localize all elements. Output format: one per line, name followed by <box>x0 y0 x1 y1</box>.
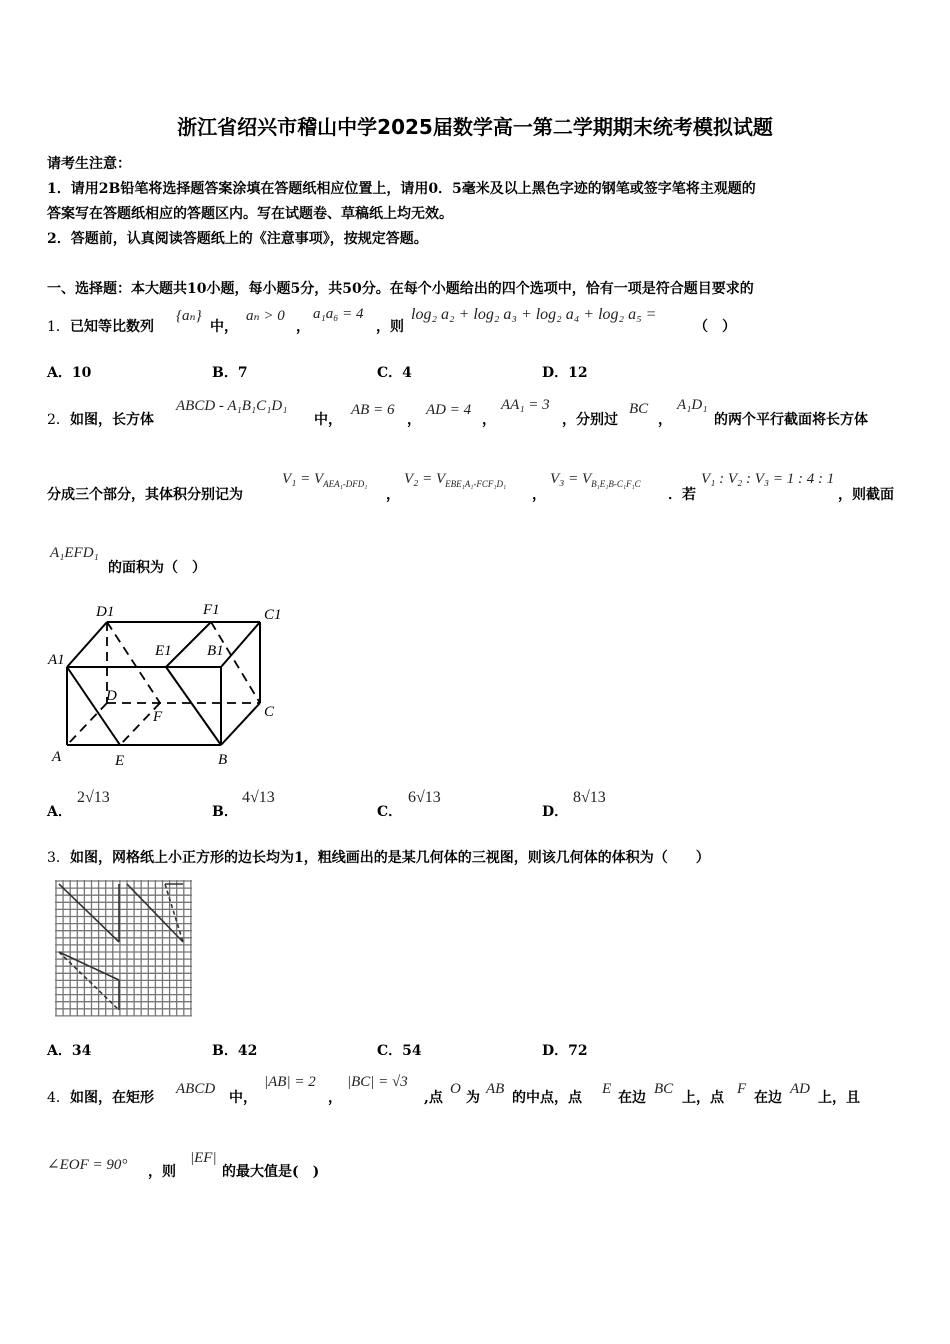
q2-option-c-value[interactable]: 6√13 <box>408 789 441 806</box>
q4-ef: |EF| <box>190 1150 217 1166</box>
label-f: F <box>153 709 163 725</box>
q3-text: 如图，网格纸上小正方形的边长均为1，粗线画出的是某几何体的三视图，则该几何体的体积为（ ） <box>70 850 710 866</box>
notice-line-1: 1．请用2B铅笔将选择题答案涂填在答题纸相应位置上，请用0．5毫米及以上黑色字迹的钢笔或签字笔将主观题的 <box>47 181 756 197</box>
label-d1: D1 <box>96 604 115 620</box>
q2-v3: $V_3 = V_{B_1E_1B-C_1F_1C}$ <box>550 471 641 489</box>
label-c: C <box>264 704 275 720</box>
q2-line2-c: ，则截面 <box>838 487 894 503</box>
q2-text-g: 的两个平行截面将长方体 <box>714 412 868 428</box>
q4-text-e: 为 <box>466 1090 480 1106</box>
q4-math-b: |AB| = 2 <box>264 1074 316 1090</box>
q2-v1: $V_1 = V_{AEA_1-DFD_1}$ <box>282 471 368 489</box>
q1-text-c: ， <box>296 319 310 335</box>
page-title: 浙江省绍兴市稽山中学2025届数学高一第二学期期末统考模拟试题 <box>177 115 773 139</box>
section-heading: 一、选择题：本大题共10小题，每小题5分，共50分。在每个小题给出的四个选项中，恰有一项是符合题目要求的 <box>47 281 754 297</box>
q1-option-d[interactable]: D．12 <box>542 365 588 381</box>
label-a: A <box>52 749 62 765</box>
label-b: B <box>218 752 228 768</box>
q2-math-f: A₁D₁ <box>677 397 708 413</box>
q4-text-a: 如图，在矩形 <box>70 1090 154 1106</box>
q4-line2-text-a: ，则 <box>148 1164 176 1180</box>
q2-math-e: BC <box>629 401 649 417</box>
q2-math-a: ABCD - A₁B₁C₁D₁ <box>176 398 288 414</box>
q2-option-b-value[interactable]: 4√13 <box>242 789 275 806</box>
q2-text-e: ，分别过 <box>562 412 618 428</box>
label-e: E <box>115 753 125 769</box>
q4-math-e: AB <box>486 1081 505 1097</box>
q4-text-d: ,点 <box>424 1090 443 1106</box>
q1-math-b: aₙ > 0 <box>246 308 285 324</box>
q4-text-i: 在边 <box>754 1090 782 1106</box>
q4-line2-text-b: 的最大值是( ) <box>222 1164 320 1180</box>
q2-math-b: AB = 6 <box>351 402 395 418</box>
q4-math-a: ABCD <box>176 1081 216 1097</box>
q4-text-b: 中， <box>229 1090 257 1106</box>
q1-option-b[interactable]: B．7 <box>212 365 248 381</box>
notice-heading: 请考生注意： <box>47 156 131 172</box>
q2-line2-b: ．若 <box>668 487 696 503</box>
q2-text-d: ， <box>482 412 496 428</box>
label-b1: B1 <box>207 643 224 659</box>
three-view-grid-figure <box>55 880 193 1017</box>
q4-text-c: ， <box>328 1090 342 1106</box>
notice-line-2: 答案写在答题纸相应的答题区内。写在试题卷、草稿纸上均无效。 <box>47 206 453 222</box>
q2-sep-2: ， <box>532 487 546 503</box>
q2-math-c: AD = 4 <box>426 402 472 418</box>
q2-option-b-letter[interactable]: B． <box>212 804 238 820</box>
q1-text-a: 已知等比数列 <box>70 319 154 335</box>
q3-number: 3． <box>47 850 70 866</box>
notice-line-3: 2．答题前，认真阅读答题纸上的《注意事项》，按规定答题。 <box>47 231 428 247</box>
q2-option-c-letter[interactable]: C． <box>377 804 403 820</box>
q2-option-d-value[interactable]: 8√13 <box>573 789 606 806</box>
q2-ratio: V₁ : V₂ : V₃ = 1 : 4 : 1 <box>701 471 835 487</box>
label-d: D <box>106 688 117 704</box>
q2-option-a-value[interactable]: 2√13 <box>77 789 110 806</box>
q1-math-c: a₁a₆ = 4 <box>313 306 364 322</box>
q2-v2: $V_2 = V_{EBE_1A_1-FCF_1D_1}$ <box>404 471 507 489</box>
q4-angle: ∠EOF = 90° <box>47 1157 128 1173</box>
q2-section-name: A₁EFD₁ <box>50 545 99 561</box>
q4-math-i: AD <box>790 1081 810 1097</box>
q4-math-g: BC <box>654 1081 674 1097</box>
q4-text-j: 上，且 <box>818 1090 860 1106</box>
q1-number: 1． <box>47 319 70 335</box>
q2-text-a: 如图，长方体 <box>70 412 154 428</box>
q2-math-d: AA₁ = 3 <box>501 397 550 413</box>
q4-text-f: 的中点，点 <box>512 1090 582 1106</box>
q1-text-b: 中， <box>210 319 238 335</box>
q2-text-c: ， <box>407 412 421 428</box>
q2-number: 2． <box>47 412 70 428</box>
q1-math-d: log₂ a₂ + log₂ a₃ + log₂ a₄ + log₂ a₅ = <box>411 306 657 323</box>
q4-math-d: O <box>450 1081 461 1097</box>
q1-paren: （ ） <box>694 319 736 335</box>
q1-math-a: {aₙ} <box>176 308 202 324</box>
q2-sep-1: ， <box>386 487 400 503</box>
q4-math-h: F <box>737 1081 747 1097</box>
q4-math-f: E <box>602 1081 612 1097</box>
q3-option-b[interactable]: B．42 <box>212 1043 258 1059</box>
q2-line3-text: 的面积为（ ） <box>108 560 206 576</box>
label-a1: A1 <box>48 652 65 668</box>
label-f1: F1 <box>203 602 220 618</box>
q2-text-b: 中， <box>314 412 342 428</box>
label-e1: E1 <box>155 643 172 659</box>
q3-option-c[interactable]: C．54 <box>377 1043 422 1059</box>
q4-number: 4． <box>47 1090 70 1106</box>
q4-text-g: 在边 <box>618 1090 646 1106</box>
q2-option-a-letter[interactable]: A． <box>47 804 72 820</box>
q1-option-c[interactable]: C．4 <box>377 365 412 381</box>
label-c1: C1 <box>264 607 282 623</box>
q1-text-d: ，则 <box>376 319 404 335</box>
q4-text-h: 上，点 <box>682 1090 724 1106</box>
q1-option-a[interactable]: A．10 <box>47 365 92 381</box>
q4-math-c: |BC| = √3 <box>347 1074 408 1090</box>
q2-line2-a: 分成三个部分，其体积分别记为 <box>47 487 243 503</box>
q2-option-d-letter[interactable]: D． <box>542 804 569 820</box>
q3-option-d[interactable]: D．72 <box>542 1043 588 1059</box>
q3-option-a[interactable]: A．34 <box>47 1043 92 1059</box>
q2-text-f: ， <box>658 412 672 428</box>
